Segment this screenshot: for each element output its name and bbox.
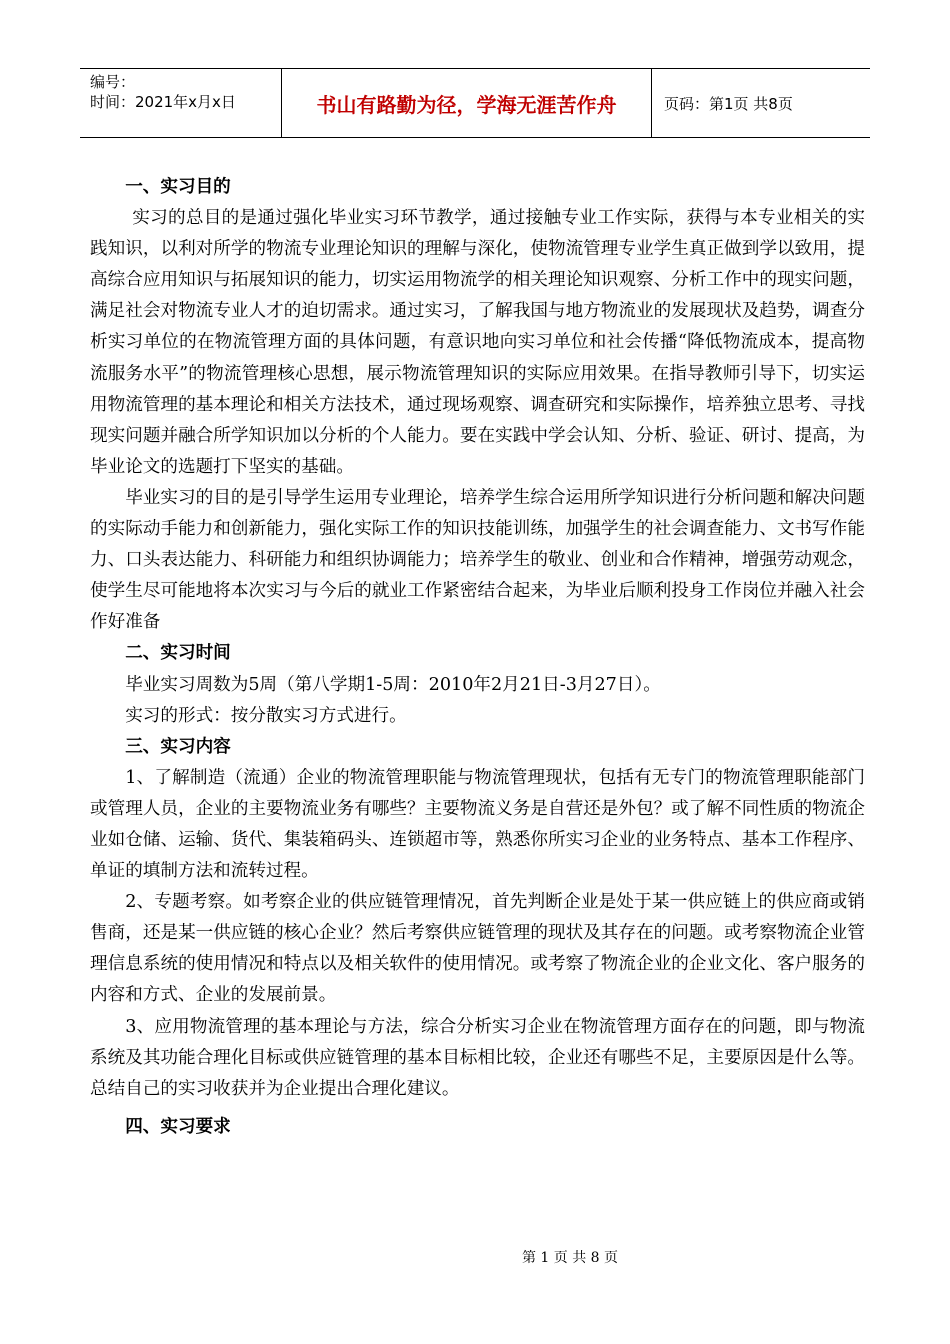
document-time: 时间：2021年x月x日: [90, 93, 236, 111]
paragraph: 毕业实习的目的是引导学生运用专业理论，培养学生综合运用所学知识进行分析问题和解决问题的实际动手能力和创新能力，强化实际工作的知识技能训练，加强学生的社会调查能力、文书写作能力、口头表达能力、科研能力和组织协调能力；培养学生的敬业、创业和合作精神，增强劳动观念，使学生尽可能地将本次实习与今后的就业工作紧密结合起来，为毕业后顺利投身工作岗位并融入社会作好准备: [90, 487, 865, 633]
page-footer: 第 1 页 共 8 页: [521, 1250, 619, 1266]
paragraph: 毕业实习周数为5周（第八学期1-5周：2010年2月21日-3月27日）。: [125, 674, 661, 695]
header-motto-cell: [282, 69, 652, 137]
paragraph: 2、专题考察。如考察企业的供应链管理情况，首先判断企业是处于某一供应链上的供应商或销售商，还是某一供应链的核心企业？然后考察供应链管理的现状及其存在的问题。或考察物流企业管理信息系统的使用情况和特点以及相关软件的使用情况。或考察了物流企业的企业文化、客户服务的内容和方式、企业的发展前景。: [90, 892, 865, 1006]
header-meta-cell: [80, 69, 282, 137]
motto-text: 书山有路勤为径，学海无涯苦作舟: [316, 92, 617, 117]
section-heading-time: 二、实习时间: [125, 643, 231, 664]
section-heading-content: 三、实习内容: [125, 736, 231, 757]
section-heading-requirements: 四、实习要求: [125, 1116, 231, 1137]
paragraph: 实习的总目的是通过强化毕业实习环节教学，通过接触专业工作实际，获得与本专业相关的实践知识，以利对所学的物流专业理论知识的理解与深化，使物流管理专业学生真正做到学以致用，提高综合应用知识与拓展知识的能力，切实运用物流学的相关理论知识观察、分析工作中的现实问题，满足社会对物流专业人才的迫切需求。通过实习，了解我国与地方物流业的发展现状及趋势，调查分析实习单位的在物流管理方面的具体问题，有意识地向实习单位和社会传播“降低物流成本，提高物流服务水平”的物流管理核心思想，展示物流管理知识的实际应用效果。在指导教师引导下，切实运用物流管理的基本理论和相关方法技术，通过现场观察、调查研究和实际操作，培养独立思考、寻找现实问题并融合所学知识加以分析的个人能力。要在实践中学会认知、分析、验证、研讨、提高，为毕业论文的选题打下坚实的基础。: [90, 208, 865, 477]
paragraph: 3、应用物流管理的基本理论与方法，综合分析实习企业在物流管理方面存在的问题，即与物流系统及其功能合理化目标或供应链管理的基本目标相比较，企业还有哪些不足，主要原因是什么等。总结自己的实习收获并为企业提出合理化建议。: [90, 1016, 865, 1099]
document-number: 编号：: [90, 73, 136, 91]
paragraph: 1、了解制造（流通）企业的物流管理职能与物流管理现状，包括有无专门的物流管理职能部门或管理人员，企业的主要物流业务有哪些？主要物流义务是自营还是外包？或了解不同性质的物流企业如仓储、运输、货代、集装箱码头、连锁超市等，熟悉你所实习企业的业务特点、基本工作程序、单证的填制方法和流转过程。: [90, 767, 865, 882]
section-heading-purpose: 一、实习目的: [125, 177, 231, 197]
page-info: 页码：第1页 共8页: [664, 94, 793, 113]
page-header: [80, 68, 870, 138]
paragraph: 实习的形式：按分散实习方式进行。: [125, 705, 407, 726]
header-page-cell: [652, 69, 870, 137]
document-body: [90, 172, 865, 1143]
